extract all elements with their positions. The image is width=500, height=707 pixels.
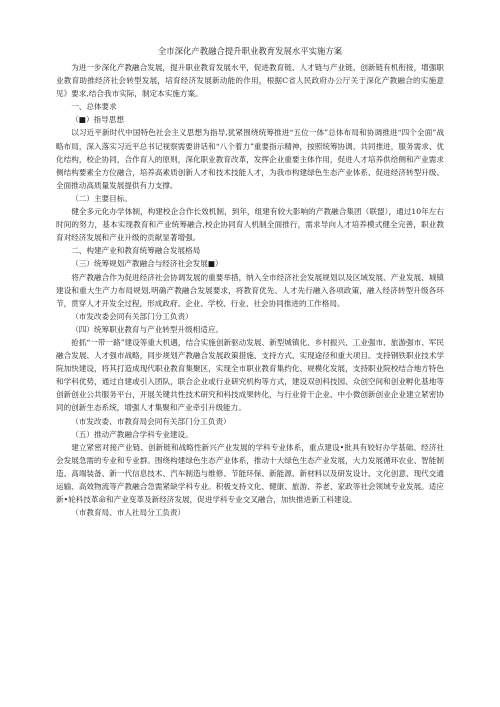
section-2-sub4-heading: （四）统筹职业教育与产业转型升级相适应。 — [71, 324, 224, 334]
section-1-sub1-heading: （■）指导思想 — [71, 115, 124, 125]
section-2-sub3-heading: （三）统筹规划产教融合与经济社会发展■） — [71, 259, 223, 269]
intro-paragraph: 为进一步深化产教融合发展，提升职业教育发展水平，促进教育链、人才链与产业链、创新链有机衔接，增强职业教育助推经济社会转型发展，培育经济发展新动能的作用，根据C省人民政府办公厅关于深化产教融合的实施意见》要求,结合我市实际，制定本实施方案。 — [56, 63, 444, 99]
section-2-heading: 二、构建产业和教育统筹融合发展格局 — [71, 246, 201, 256]
section-2-sub4-responsibility: （市发改委、市教育局会同有关部门分工负责） — [71, 416, 231, 426]
section-2-sub3-body: 将产教融合作为促进经济社会协调发展的重要举措，纳入全市经济社会发展规划以及区域发展、产业发展、城镇建设和重大生产力布局规划,明确产教融合发展要求，将教育优先、人才先行融入各项政策，融入经济转型升级各环节，贯穿人才开发全过程，形成政府、企业、学校、行业、社会协同推进的工作格局。 — [56, 272, 444, 308]
section-2-sub5-heading: （五）推动产教融合学科专业建设。 — [71, 429, 193, 439]
section-2-sub5-body: 建立紧密对接产业链、创新链和战略性新兴产业发展的学科专业体系，重点建设•批具有较好办学基础、经济社会发展急需的专业和专业群。围绕构建绿色生态产业体系，推动十大绿色生态产业发展，大力发展循环农业、智能制造、高端装备、新一代信息技术、汽车制造与维修、节能环保、新能源、新材料以及研发设计、文化创意、现代交通运输、高效物流等产教融合急需紧缺学科专业。积极支持文化、健康、旅游、养老、家政等社会领域专业发展。适应新•轮科技革命和产业变革及新经济发展，促进学科专业交叉融合，加快推进新工科建设。 — [56, 442, 444, 505]
document-title: 全市深化产教融合提升职业教育发展水平实施方案 — [157, 46, 343, 56]
section-1-sub1-body: 以习近平新时代中国特色社会主义思想为指导,犹紧围绕统筹推进“五位一体”总体布局和协调推进“四个全面”战略布局，深入落实习近平总书记视察需要讲话和“八个着力”重要指示精神，按照统筹协调、共同推进，服务需求、优化结构，校企协同，合作育人的原则，深化职业教育改革，发挥企业重要主体作用，促进人才培养供给侧和产业需求侧结构要素全方位融合，培养高素质创新人才和技术技能人才，为我市构建绿色生态产业体系、促进经济转型升级、全面推动高质量发展提供有力支撑。 — [56, 128, 444, 190]
section-1-sub2-heading: （二）主要目标。 — [71, 193, 132, 203]
section-2-sub3-responsibility: （市发改委会同有关部门分工负责） — [71, 311, 193, 321]
section-1-sub2-body: 健全多元化办学体制，构建校企合作长效机制，到年，组建有较大影响的产教融合集团（联盟），通过10年左右时间的努力，基本实现教育和产业统筹融合,校企协同育人机制全面推行，需求导向人才培养模式健全完善，职业教育对经济发展和产业升级的贡献显著增强。 — [56, 207, 444, 243]
section-2-sub5-responsibility: （市教育局、市人社局分工负责） — [71, 508, 186, 518]
section-2-sub4-body: 抢抓“一带一路”建设等重大机遇，结合实施创新驱动发展、新型城镇化、乡村振兴、工业强市、旅游强市、军民融合发展、人才强市战略，同步规划产教融合发展政策措施、支持方式、实现途径和重大项目。支持钢铁职业技术学院加快建设，将其打造成现代职业教育集聚区，实现全市职业教育集约化、规模化发展，支持职业院校结合地方特色和学科优势，通过自建或引入团队，联合企业或行业研究机构等方式，建设双创科技园、众创空间和创业孵化基地等创新创业公共服务平台，开展关键共性技术研究和科技成果转化，与行业骨干企业、中小微创新创业企业建立紧密协同的创新生态系统，增强人才集聚和产业牵引升级能力。 — [56, 337, 444, 413]
section-1-heading: 一、总体要求 — [71, 102, 117, 112]
